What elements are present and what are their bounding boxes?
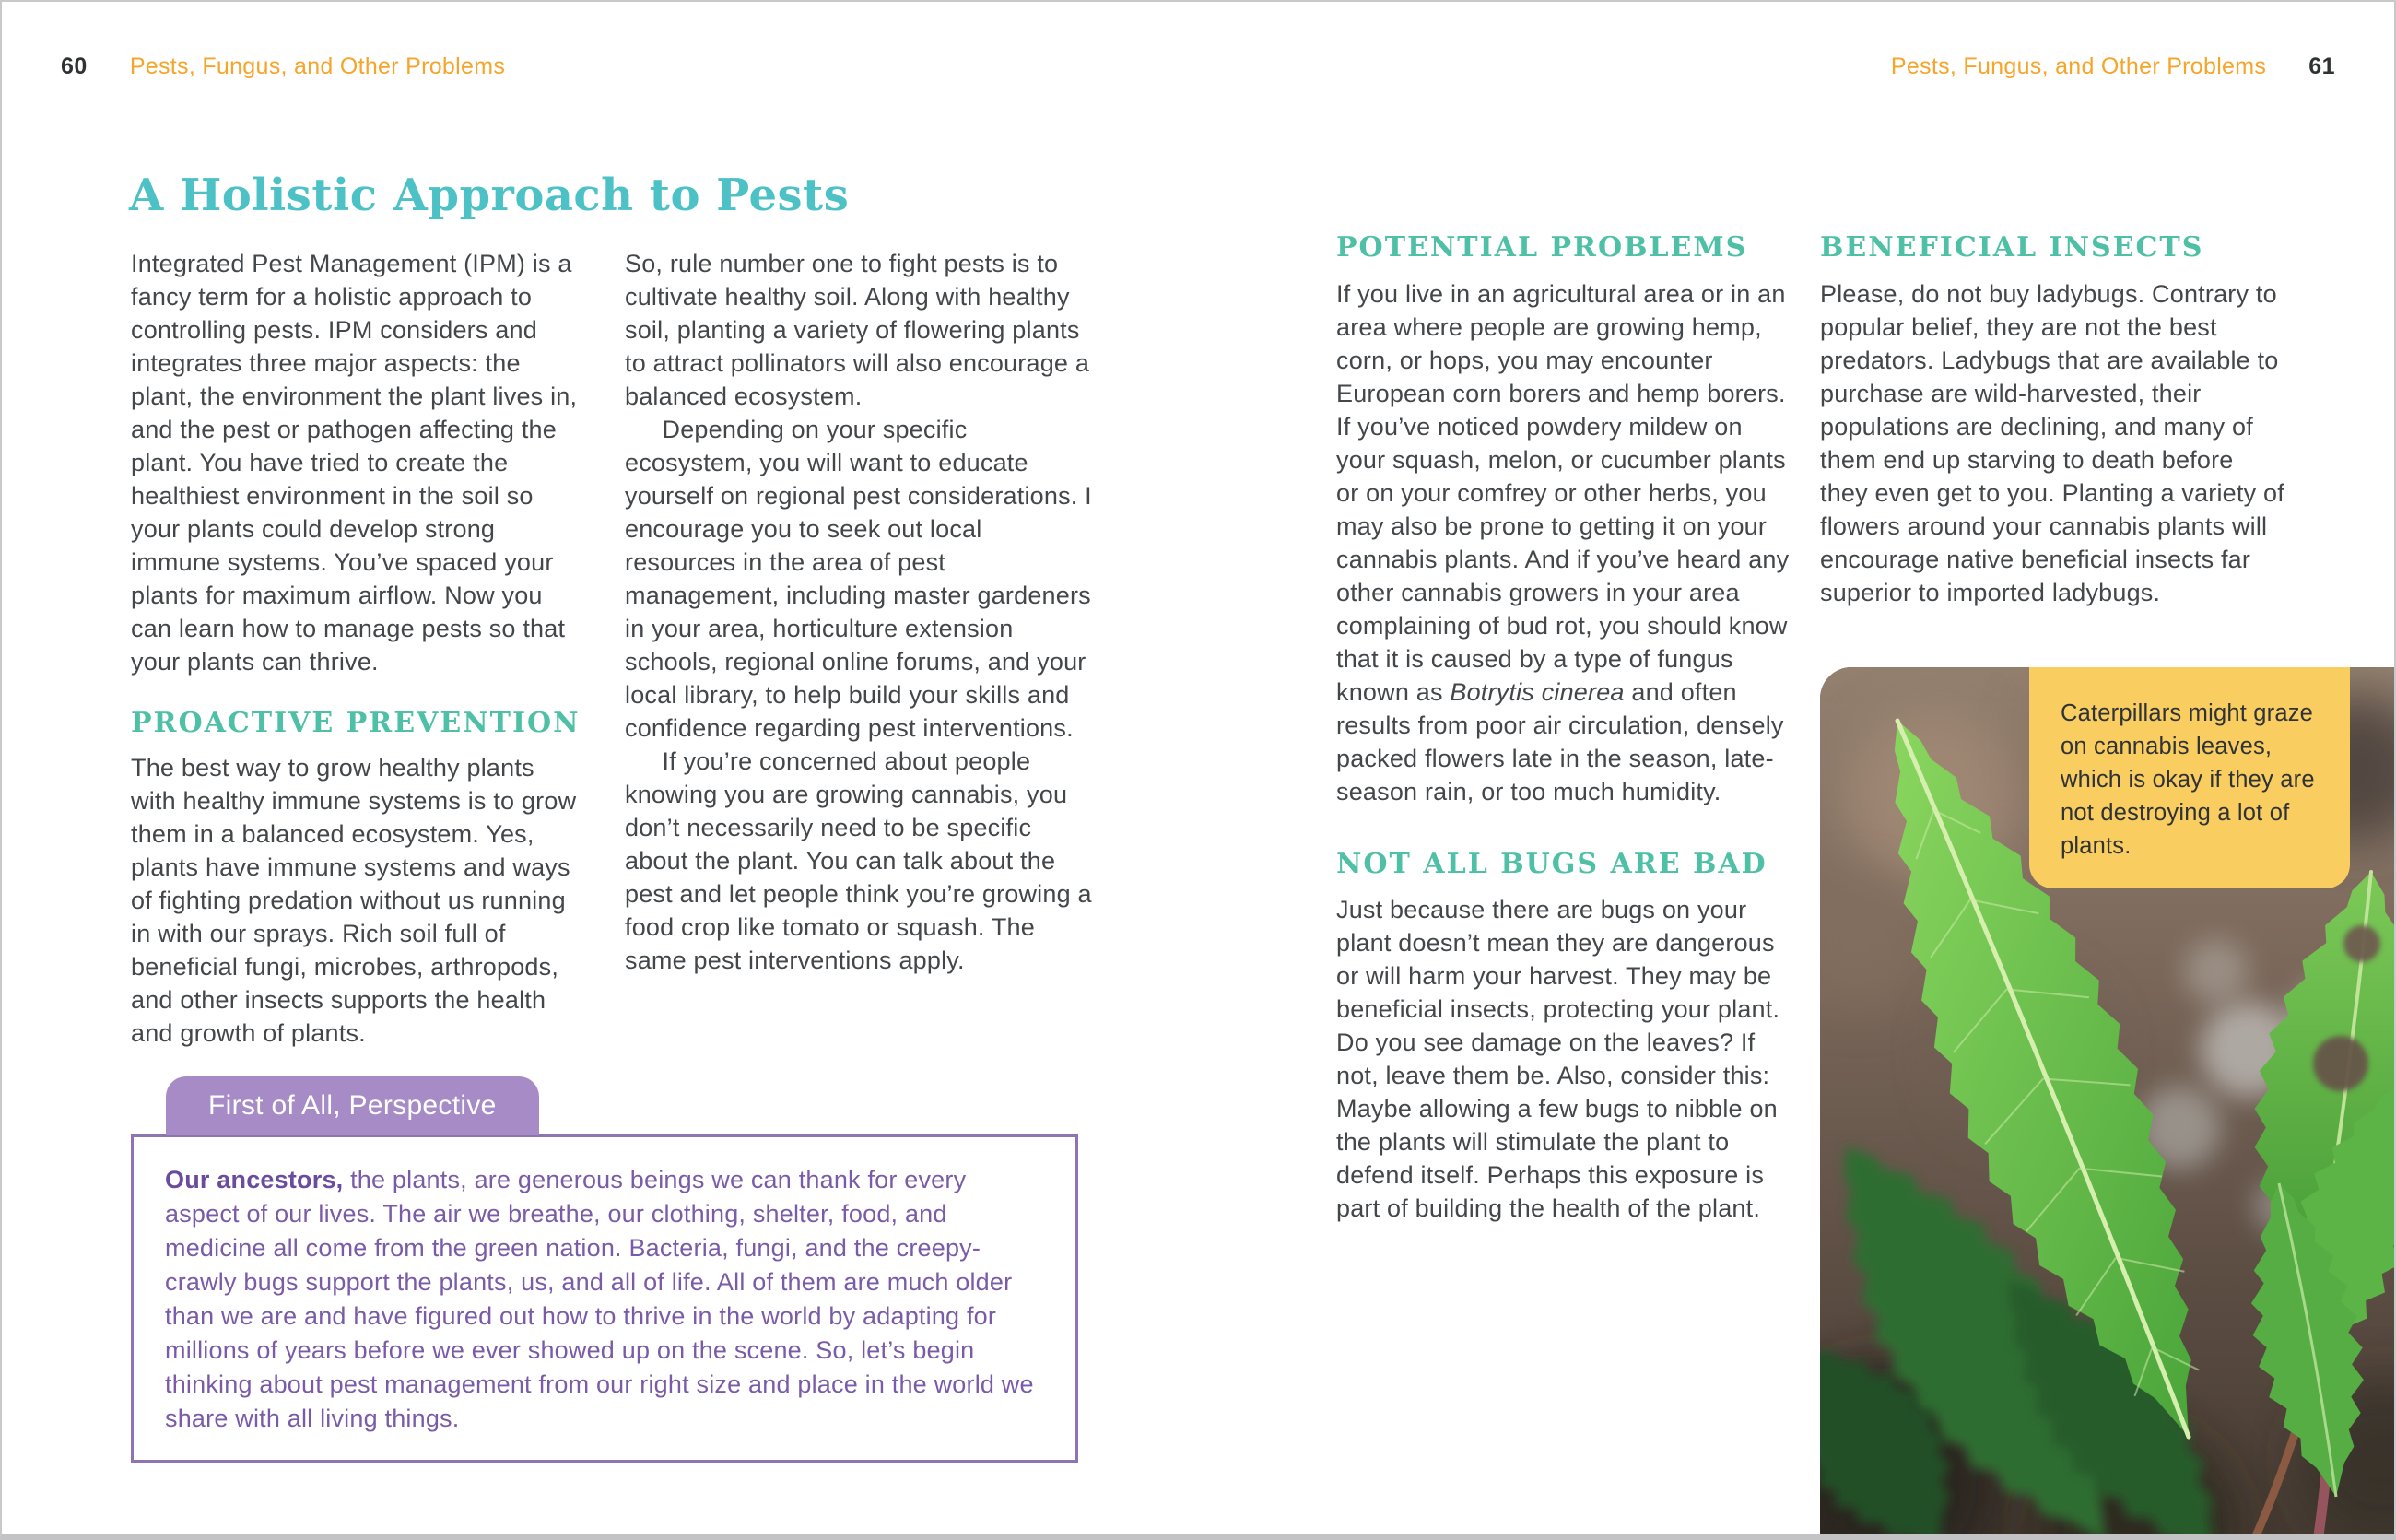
column-1 — [131, 247, 581, 1050]
column-3 — [1336, 232, 1790, 1225]
callout-text: Our ancestors, the plants, are generous beings we can thank for every aspect of our lives. The air we breathe, our clothing, shelter, food, and medicine all come from the green nation. Bacteria, fungi, and the creepy-crawly bugs support the plants, us, and all of life. All of them are much older than we are and have figured out how to thrive in the world by adapting for millions of years before we ever showed up on the scene. So, let’s begin thinking about pest management from our right size and place in the world we share with all living things. — [165, 1166, 1034, 1432]
intro-paragraph: Integrated Pest Management (IPM) is a fancy term for a holistic approach to controlling pests. IPM considers and integrates three major aspects: the plant, the environment the plant lives in, and the pest or pathogen affecting the plant. You have tried to create the healthiest environment in the soil so your plants could develop strong immune systems. You’ve spaced your plants for maximum airflow. Now you can learn how to manage pests so that your plants can thrive. — [131, 250, 578, 676]
chewed-notch — [2343, 925, 2380, 962]
running-head-left — [61, 53, 505, 80]
section-heading-potential-problems: POTENTIAL PROBLEMS — [1336, 231, 1748, 264]
beneficial-insects-paragraph: Please, do not buy ladybugs. Contrary to popular belief, they are not the best predators. Ladybugs that are available to purchase are wild-harvested, their populations are declining, and many of them end up starving to death before they even get to you. Planting a variety of flowers around your cannabis plants will encourage native beneficial insects far superior to imported ladybugs. — [1820, 279, 2284, 606]
page-title: A Holistic Approach to Pests — [129, 170, 850, 221]
running-head-right — [1891, 53, 2335, 80]
column2-paragraph-1: So, rule number one to fight pests is to cultivate healthy soil. Along with healthy soil, planting a variety of flowering plants to attract pollinators will also encourage a balanced ecosystem. — [625, 250, 1090, 410]
section-heading-proactive-prevention: PROACTIVE PREVENTION — [131, 707, 581, 739]
potential-problems-paragraph: If you live in an agricultural area or in an area where people are growing hemp, corn, or hops, you may encounter European corn borers and hemp borers. If you’ve noticed powdery mildew on your squash, melon, or cucumber plants or on your comfrey or other herbs, you may also be prone to getting it on your cannabis plants. And if you’ve heard any other cannabis growers in your area complaining of bud rot, you should know that it is caused by a type of fungus known as Botrytis cinerea and often results from poor air circulation, densely packed flowers late in the season, late-season rain, or too much humidity. — [1336, 279, 1790, 805]
cannabis-leaves-photo — [1820, 667, 2396, 1540]
page-number-right: 61 — [2308, 53, 2335, 79]
photo-caption: Caterpillars might graze on cannabis leaves, which is okay if they are not destroying a lot of plants. — [2029, 667, 2350, 888]
proactive-prevention-paragraph: The best way to grow healthy plants with healthy immune systems is to grow them in a balanced ecosystem. Yes, plants have immune systems and ways of fighting predation without us running in with our sprays. Rich soil full of beneficial fungi, microbes, arthropods, and other insects supports the health and growth of plants. — [131, 753, 577, 1047]
column-2 — [625, 247, 1093, 977]
section-heading-not-all-bugs-are-bad: NOT ALL BUGS ARE BAD — [1336, 847, 1768, 880]
callout-box — [131, 1134, 1078, 1463]
not-all-bugs-paragraph: Just because there are bugs on your plant doesn’t mean they are dangerous or will harm your harvest. They may be beneficial insects, protecting your plant. Do you see damage on the leaves? If not, leave them be. Also, consider this: Maybe allowing a few bugs to nibble on the plants will stimulate the plant to defend itself. Perhaps this exposure is part of building the health of the plant. — [1336, 896, 1780, 1222]
callout-tab-title: First of All, Perspective — [208, 1090, 497, 1121]
column2-paragraph-2: Depending on your specific ecosystem, you will want to educate yourself on regional pest considerations. I encourage you to seek out local resources in the area of pest management, including master gardeners in your area, horticulture extension schools, regional online forums, and your local library, to help build your skills and confidence regarding pest interventions. — [625, 416, 1092, 742]
column2-paragraph-3: If you’re concerned about people knowing you are growing cannabis, you don’t necessarily need to be specific about the plant. You can talk about the pest and let people think you’re growing a food crop like tomato or squash. The same pest interventions apply. — [625, 747, 1092, 974]
column-4 — [1820, 232, 2285, 609]
chewed-notch — [2313, 1036, 2368, 1091]
section-heading-beneficial-insects: BENEFICIAL INSECTS — [1820, 231, 2204, 264]
callout-tab — [166, 1076, 539, 1135]
running-head-left-text: Pests, Fungus, and Other Problems — [129, 53, 506, 79]
running-head-right-text: Pests, Fungus, and Other Problems — [1890, 53, 2267, 79]
page-number-left: 60 — [61, 53, 88, 79]
